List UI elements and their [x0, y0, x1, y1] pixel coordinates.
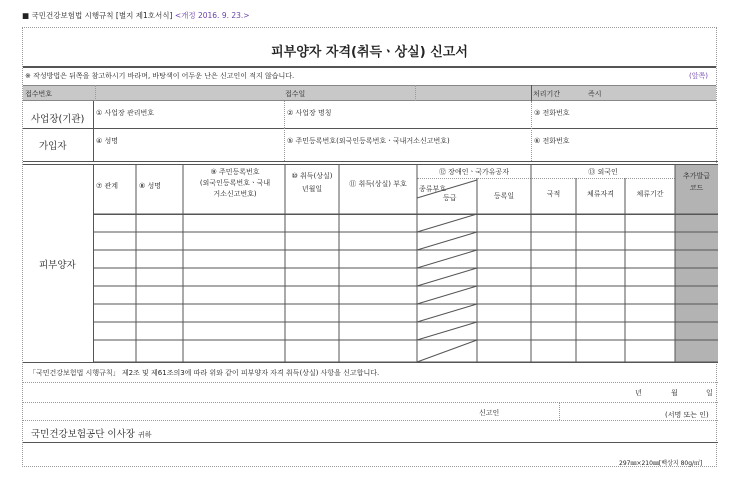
receipt-date-label: 접수일	[285, 90, 306, 98]
col-name: ⑧ 성명	[139, 182, 162, 190]
dependent-section-label: 피부양자	[39, 260, 76, 271]
col-stay-status: 체류자격	[586, 190, 615, 198]
diagonal-slash	[417, 340, 477, 362]
col-type-code: 종류부호	[419, 185, 447, 193]
col-code: ⑪ 취득(상실) 부호	[349, 180, 407, 188]
subscriber-phone-label: ⑥ 전화번호	[534, 137, 570, 145]
divider	[23, 402, 718, 403]
instruction-note: ※ 작성방법은 뒤쪽을 참고하시기 바라며, 바탕색이 어두운 난은 신고인이 적지 않습니다.	[25, 72, 295, 80]
form-sheet	[22, 27, 717, 467]
date-day: 일	[706, 389, 713, 397]
processing-period-label: 처리기간	[533, 90, 561, 98]
diagonal-slash	[417, 286, 477, 304]
subscriber-name-label: ④ 성명	[96, 137, 119, 145]
col-extra-line1: 추가발급	[682, 172, 711, 180]
diagonal-slash	[417, 232, 477, 250]
divider	[23, 362, 718, 363]
col-date-line2: 년월일	[301, 185, 323, 193]
diagonal-slash	[417, 250, 477, 268]
col-extra-line2: 코드	[689, 184, 704, 192]
signature-placeholder: (서명 또는 인)	[665, 411, 709, 419]
recipient	[31, 426, 152, 440]
statement-text: 「국민건강보험법 시행규칙」 제2조 및 제61조의3에 따라 위와 같이 피부양자 자격 취득(상실) 사항을 신고합니다.	[29, 369, 380, 377]
diagonal-slash	[417, 268, 477, 286]
revision-date: <개정 2016. 9. 23.>	[174, 11, 250, 20]
col-stay-period: 체류기간	[636, 190, 664, 198]
diagonal-slash	[417, 304, 477, 322]
form-reference: ■ 국민건강보험법 시행규칙 [별지 제1호서식]	[22, 11, 173, 20]
diagonal-slash	[417, 322, 477, 340]
subscriber-id-label: ⑤ 주민등록번호(외국인등록번호ㆍ국내거소신고번호)	[287, 137, 450, 145]
divider	[23, 420, 718, 421]
date-month: 월	[671, 389, 678, 397]
divider	[23, 382, 718, 383]
workplace-mgmt-no-label: ① 사업장 관리번호	[96, 109, 155, 117]
recipient-name: 국민건강보험공단 이사장	[31, 429, 135, 440]
workplace-name-label: ② 사업장 명칭	[287, 109, 332, 117]
workplace-phone-label: ③ 전화번호	[534, 109, 570, 117]
form-header	[22, 10, 250, 21]
divider	[559, 402, 560, 420]
col-relation: ⑦ 관계	[96, 182, 119, 190]
col-id-line3: 거소신고번호)	[213, 190, 257, 198]
recipient-suffix: 귀하	[138, 431, 152, 439]
diagonal-slash	[417, 214, 477, 232]
applicant-label: 신고인	[479, 409, 500, 417]
page-side-label: (앞쪽)	[689, 72, 708, 80]
workplace-section-label: 사업장(기관)	[31, 114, 85, 125]
page-title: 피부양자 자격(취득ㆍ상실) 신고서	[271, 45, 468, 60]
processing-period-value: 즉시	[588, 90, 602, 98]
col-disabled: ⑫ 장애인ㆍ국가유공자	[438, 168, 510, 176]
col-id-line1: ⑨ 주민등록번호	[210, 168, 260, 176]
col-date-line1: ⑩ 취득(상실)	[291, 172, 333, 180]
diagonal-slash	[417, 180, 477, 198]
receipt-number-label: 접수번호	[25, 90, 53, 98]
subscriber-section-label: 가입자	[39, 141, 67, 152]
col-nationality: 국적	[546, 190, 561, 198]
col-id-line2: (외국인등록번호ㆍ국내	[199, 179, 271, 187]
paper-spec: 297㎜×210㎜[백상지 80g/㎡]	[619, 460, 703, 467]
col-grade: 등급	[443, 194, 457, 202]
date-year: 년	[635, 389, 642, 397]
divider	[23, 442, 718, 443]
col-regdate: 등록일	[493, 192, 515, 200]
col-foreign: ⑬ 외국인	[588, 168, 618, 176]
